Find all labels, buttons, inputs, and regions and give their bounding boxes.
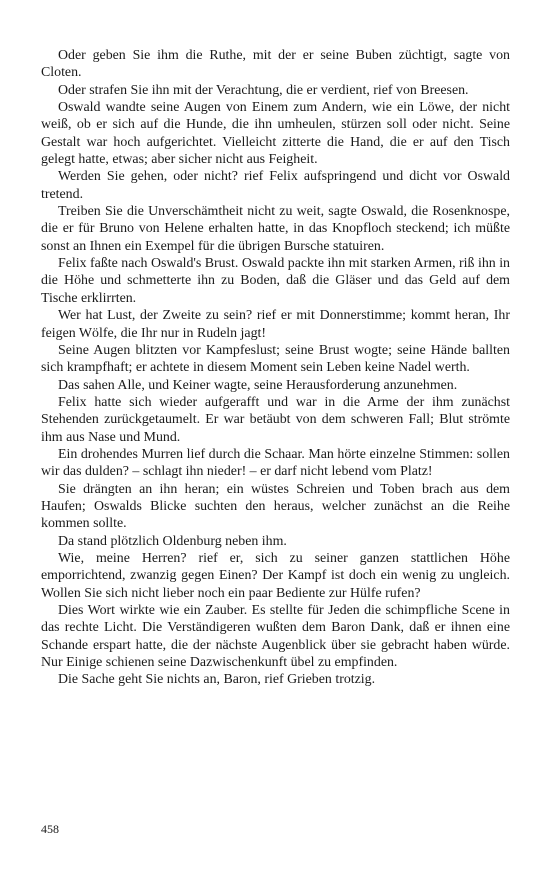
paragraph: Seine Augen blitzten vor Kampfeslust; seine Brust wogte; seine Hände ballten sich krampfhaft; er achtete in diesem Moment sein Leben keine Nadel werth. [41, 342, 510, 376]
paragraph: Sie drängten an ihn heran; ein wüstes Schreien und Toben brach aus dem Haufen; Oswalds Blicke suchten den heraus, welcher zunächst an die Reihe kommen sollte. [41, 481, 510, 532]
paragraph: Dies Wort wirkte wie ein Zauber. Es stellte für Jeden die schimpfliche Scene in das rechte Licht. Die Verständigeren wußten dem Baron Dank, daß er ihnen eine Schande erspart hatte, die der nächste Augenblick über sie gebracht haben würde. Nur Einige schienen seine Dazwischenkunft übel zu empfinden. [41, 603, 510, 671]
paragraph: Wer hat Lust, der Zweite zu sein? rief er mit Donnerstimme; kommt heran, Ihr feigen Wölfe, die Ihr nur in Rudeln jagt! [41, 308, 510, 341]
page-number: 458 [41, 822, 59, 836]
paragraph: Felix hatte sich wieder aufgerafft und war in die Arme der ihm zunächst Stehenden zurückgetaumelt. Er war betäubt von dem schweren Fall; Blut strömte ihm aus Nase und Mund. [41, 394, 510, 445]
paragraph: Felix faßte nach Oswald's Brust. Oswald packte ihn mit starken Armen, riß ihn in die Höhe und schmetterte ihn zu Boden, daß die Gläser und das Geld auf dem Tische erklirrten. [41, 256, 510, 306]
paragraph: Oder strafen Sie ihn mit der Verachtung, die er verdient, rief von Breesen. [58, 82, 469, 98]
paragraph: Ein drohendes Murren lief durch die Schaar. Man hörte einzelne Stimmen: sollen wir das dulden? – schlagt ihn nieder! – er darf nicht lebend vom Platz! [41, 446, 510, 480]
body-text [41, 47, 510, 689]
paragraph: Die Sache geht Sie nichts an, Baron, rief Grieben trotzig. [58, 672, 376, 688]
paragraph: Treiben Sie die Unverschämtheit nicht zu weit, sagte Oswald, die Rosenknospe, die er für Bruno von Helene erhalten hatte, in das Knopfloch steckend; ich müßte sonst an Ihnen ein Exempel für die übrigen Bursche statuiren. [41, 204, 510, 254]
paragraph: Das sahen Alle, und Keiner wagte, seine Herausforderung anzunehmen. [58, 377, 458, 393]
paragraph: Wie, meine Herren? rief er, sich zu seiner ganzen stattlichen Höhe emporrichtend, zwanzig gegen Einen? Der Kampf ist doch ein wenig zu ungleich. Wollen Sie sich nicht lieber noch ein paar Bediente zur Hülfe rufen? [41, 550, 510, 601]
paragraph: Oswald wandte seine Augen von Einem zum Andern, wie ein Löwe, der nicht weiß, ob er sich auf die Hunde, die ihn umheulen, stürzen soll oder nicht. Seine Gestalt war hoch aufgerichtet. Vielleicht zitterte die Hand, die er auf den Tisch gelegt hatte, etwas; aber sicher nicht aus Feigheit. [41, 100, 510, 168]
paragraph: Werden Sie gehen, oder nicht? rief Felix aufspringend und dicht vor Oswald tretend. [41, 169, 510, 202]
paragraph: Da stand plötzlich Oldenburg neben ihm. [58, 533, 287, 549]
paragraph: Oder geben Sie ihm die Ruthe, mit der er seine Buben züchtigt, sagte von Cloten. [41, 48, 510, 81]
